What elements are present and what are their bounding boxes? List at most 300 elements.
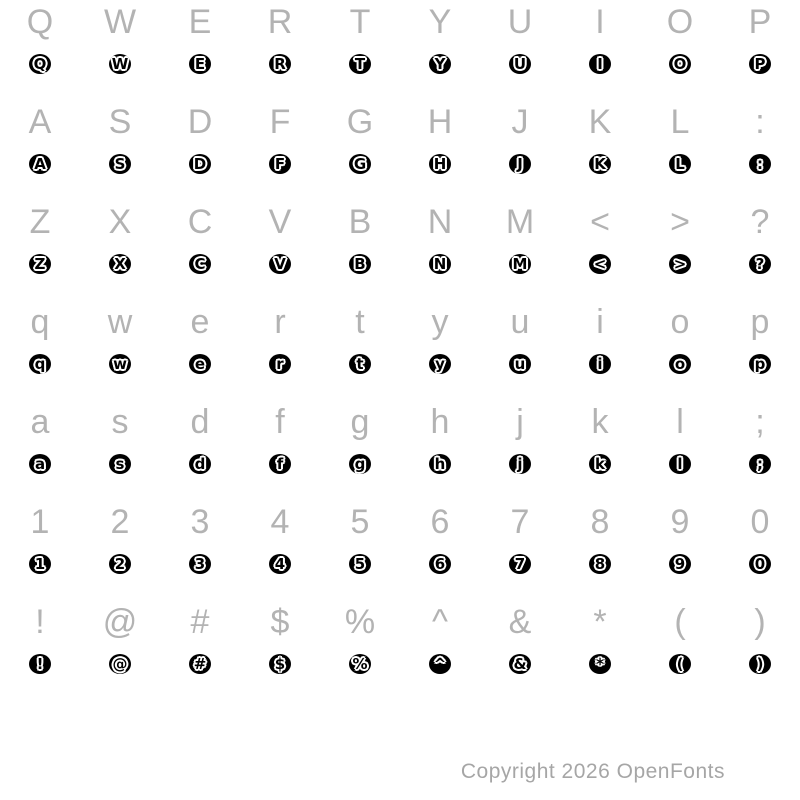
glyph-letter: B — [354, 255, 366, 273]
char-label-row — [0, 0, 800, 44]
glyph-ball-cell — [0, 154, 80, 174]
glyph-ball-cell — [480, 354, 560, 374]
glyph-letter: O — [673, 55, 687, 73]
char-label: u — [510, 303, 530, 341]
char-label-cell — [240, 100, 320, 144]
glyph-ball-cell — [480, 454, 560, 474]
char-label: & — [508, 603, 532, 641]
glyph-ball-row — [0, 544, 800, 600]
glyph-ball — [189, 354, 211, 374]
char-label: 3 — [190, 503, 210, 541]
char-label-cell — [320, 100, 400, 144]
glyph-ball — [749, 454, 771, 474]
char-label-cell — [320, 500, 400, 544]
glyph-ball — [749, 54, 771, 74]
char-label: K — [588, 103, 612, 141]
glyph-ball-cell — [320, 654, 400, 674]
glyph-ball — [349, 154, 371, 174]
glyph-ball-cell — [640, 654, 720, 674]
char-label-cell — [320, 300, 400, 344]
glyph-ball — [429, 554, 451, 574]
char-label-cell — [320, 600, 400, 644]
char-label: t — [355, 303, 365, 341]
glyph-ball-cell — [560, 554, 640, 574]
char-label: e — [190, 303, 210, 341]
glyph-letter: w — [113, 355, 127, 373]
char-label: J — [511, 103, 529, 141]
char-label-row — [0, 100, 800, 144]
char-label: T — [349, 3, 371, 41]
glyph-ball-row — [0, 244, 800, 300]
char-label: : — [755, 103, 765, 141]
glyph-letter: h — [434, 455, 446, 473]
glyph-ball — [589, 354, 611, 374]
glyph-ball — [589, 54, 611, 74]
glyph-ball-cell — [560, 354, 640, 374]
glyph-ball-cell — [0, 554, 80, 574]
glyph-ball-cell — [560, 654, 640, 674]
glyph-ball-cell — [160, 254, 240, 274]
glyph-ball-cell — [400, 654, 480, 674]
char-label-cell — [720, 600, 800, 644]
glyph-letter: 8 — [594, 555, 606, 573]
char-label-cell — [160, 300, 240, 344]
glyph-letter: @ — [112, 655, 128, 673]
char-label: f — [275, 403, 285, 441]
char-label-cell — [560, 200, 640, 244]
glyph-ball-cell — [320, 454, 400, 474]
copyright-text: Copyright 2026 OpenFonts — [460, 760, 725, 783]
glyph-letter: E — [194, 55, 206, 73]
char-label-cell — [80, 400, 160, 444]
glyph-ball — [29, 154, 51, 174]
glyph-row-group — [0, 200, 800, 300]
glyph-letter: < — [593, 255, 607, 273]
glyph-letter: f — [276, 455, 284, 473]
char-label: * — [593, 603, 607, 641]
glyph-ball — [749, 654, 771, 674]
char-label-cell — [560, 500, 640, 544]
glyph-ball — [749, 554, 771, 574]
glyph-ball-row — [0, 344, 800, 400]
glyph-ball — [429, 354, 451, 374]
glyph-letter: M — [512, 255, 528, 273]
glyph-letter: ^ — [433, 655, 447, 673]
char-label-cell — [640, 500, 720, 544]
char-label: I — [595, 3, 605, 41]
glyph-letter: l — [677, 455, 683, 473]
glyph-letter: $ — [274, 655, 286, 673]
glyph-ball — [109, 454, 131, 474]
glyph-ball-cell — [80, 654, 160, 674]
glyph-letter: J — [517, 155, 523, 173]
glyph-ball — [429, 254, 451, 274]
glyph-ball-cell — [320, 254, 400, 274]
glyph-ball-cell — [560, 154, 640, 174]
glyph-ball — [509, 654, 531, 674]
glyph-ball-cell — [720, 454, 800, 474]
char-label-cell — [80, 100, 160, 144]
glyph-letter: 2 — [114, 555, 126, 573]
char-label: M — [505, 203, 535, 241]
glyph-ball-cell — [720, 554, 800, 574]
char-label-cell — [560, 100, 640, 144]
glyph-ball-cell — [480, 554, 560, 574]
glyph-ball-cell — [480, 154, 560, 174]
glyph-ball — [349, 54, 371, 74]
char-label: % — [344, 603, 376, 641]
char-label: F — [269, 103, 291, 141]
char-label: y — [431, 303, 449, 341]
glyph-letter: ; — [757, 455, 763, 473]
glyph-ball — [349, 354, 371, 374]
char-label-cell — [640, 400, 720, 444]
glyph-letter: g — [354, 455, 366, 473]
char-label-cell — [400, 0, 480, 44]
glyph-ball-cell — [80, 254, 160, 274]
glyph-ball — [29, 454, 51, 474]
glyph-ball-cell — [240, 354, 320, 374]
char-label-cell — [160, 400, 240, 444]
char-label-cell — [320, 0, 400, 44]
glyph-ball — [349, 554, 371, 574]
glyph-letter: C — [194, 255, 206, 273]
glyph-row-group — [0, 500, 800, 600]
char-label-cell — [480, 0, 560, 44]
glyph-ball — [109, 54, 131, 74]
glyph-letter: H — [433, 155, 447, 173]
char-label: > — [670, 203, 690, 241]
glyph-ball — [29, 554, 51, 574]
char-label: 0 — [750, 503, 770, 541]
glyph-ball-cell — [400, 254, 480, 274]
char-label-cell — [720, 100, 800, 144]
char-label-row — [0, 300, 800, 344]
glyph-row-group — [0, 600, 800, 700]
glyph-letter: t — [356, 355, 364, 373]
char-label-cell — [640, 600, 720, 644]
char-label-row — [0, 600, 800, 644]
char-label: ! — [35, 603, 45, 641]
glyph-ball — [589, 154, 611, 174]
char-label: 8 — [590, 503, 610, 541]
char-label-cell — [80, 200, 160, 244]
glyph-letter: L — [675, 155, 685, 173]
glyph-ball-cell — [80, 454, 160, 474]
char-label: H — [427, 103, 453, 141]
char-label: 7 — [510, 503, 530, 541]
glyph-letter: 4 — [274, 555, 286, 573]
char-label-cell — [480, 400, 560, 444]
glyph-letter: d — [194, 455, 206, 473]
glyph-letter: : — [757, 155, 763, 173]
glyph-row-group — [0, 300, 800, 400]
glyph-ball-cell — [0, 654, 80, 674]
char-label-cell — [640, 0, 720, 44]
char-label-cell — [320, 200, 400, 244]
char-label: W — [103, 3, 137, 41]
char-label-cell — [320, 400, 400, 444]
char-label: a — [30, 403, 50, 441]
glyph-ball-cell — [320, 154, 400, 174]
char-label: L — [670, 103, 690, 141]
glyph-ball — [189, 54, 211, 74]
glyph-ball-cell — [80, 354, 160, 374]
char-label: k — [591, 403, 609, 441]
glyph-letter: W — [111, 55, 129, 73]
char-label: Z — [29, 203, 51, 241]
char-label-cell — [160, 0, 240, 44]
char-label: < — [590, 203, 610, 241]
char-label-cell — [240, 0, 320, 44]
glyph-ball-cell — [640, 454, 720, 474]
char-label-cell — [720, 400, 800, 444]
glyph-letter: V — [274, 255, 286, 273]
glyph-ball — [269, 54, 291, 74]
glyph-ball — [269, 554, 291, 574]
glyph-ball-cell — [560, 454, 640, 474]
char-label-cell — [240, 200, 320, 244]
char-label: 1 — [30, 503, 50, 541]
char-label: V — [268, 203, 292, 241]
char-label-cell — [480, 100, 560, 144]
glyph-ball — [509, 554, 531, 574]
glyph-ball-cell — [240, 154, 320, 174]
char-label-cell — [640, 300, 720, 344]
glyph-ball — [109, 254, 131, 274]
char-label: ^ — [432, 603, 448, 641]
glyph-letter: % — [352, 655, 368, 673]
char-label: @ — [102, 603, 138, 641]
glyph-ball-cell — [240, 54, 320, 74]
glyph-ball-cell — [160, 54, 240, 74]
glyph-letter: K — [594, 155, 606, 173]
char-label: ? — [750, 203, 770, 241]
char-label-row — [0, 400, 800, 444]
glyph-letter: Z — [34, 255, 46, 273]
char-label-cell — [480, 200, 560, 244]
glyph-ball-cell — [160, 654, 240, 674]
char-label: ) — [754, 603, 766, 641]
glyph-letter: R — [274, 55, 286, 73]
char-label: 5 — [350, 503, 370, 541]
char-label-cell — [400, 100, 480, 144]
char-label: U — [507, 3, 533, 41]
glyph-letter: u — [514, 355, 526, 373]
glyph-letter: A — [34, 155, 46, 173]
glyph-letter: k — [595, 455, 605, 473]
glyph-ball-row — [0, 444, 800, 500]
glyph-letter: * — [596, 655, 604, 673]
glyph-ball — [189, 154, 211, 174]
glyph-letter: e — [194, 355, 206, 373]
char-label-cell — [560, 400, 640, 444]
glyph-ball-cell — [0, 54, 80, 74]
char-label: R — [267, 3, 293, 41]
glyph-ball — [669, 154, 691, 174]
glyph-ball — [349, 654, 371, 674]
char-label: 9 — [670, 503, 690, 541]
glyph-ball — [509, 54, 531, 74]
glyph-ball-cell — [0, 454, 80, 474]
char-label: D — [187, 103, 213, 141]
char-label-cell — [0, 400, 80, 444]
char-label-cell — [160, 100, 240, 144]
glyph-letter: X — [114, 255, 126, 273]
glyph-ball-cell — [480, 654, 560, 674]
glyph-ball-row — [0, 644, 800, 700]
char-label: A — [28, 103, 52, 141]
glyph-ball — [669, 354, 691, 374]
glyph-ball-cell — [240, 254, 320, 274]
char-label-cell — [240, 300, 320, 344]
char-label-cell — [160, 500, 240, 544]
char-label-cell — [640, 100, 720, 144]
glyph-letter: 1 — [34, 555, 46, 573]
char-label: s — [111, 403, 129, 441]
char-label: 2 — [110, 503, 130, 541]
glyph-letter: 6 — [434, 555, 446, 573]
char-label-cell — [80, 600, 160, 644]
glyph-ball-cell — [720, 654, 800, 674]
glyph-ball-cell — [720, 354, 800, 374]
char-label: p — [750, 303, 770, 341]
char-label-cell — [720, 500, 800, 544]
glyph-ball-cell — [160, 154, 240, 174]
char-label-cell — [720, 0, 800, 44]
char-label-cell — [0, 300, 80, 344]
char-label-cell — [0, 600, 80, 644]
char-label-cell — [0, 500, 80, 544]
glyph-ball — [349, 254, 371, 274]
char-label: $ — [270, 603, 290, 641]
char-label: E — [188, 3, 212, 41]
glyph-letter: ) — [756, 655, 764, 673]
glyph-ball — [589, 554, 611, 574]
char-label: G — [346, 103, 374, 141]
char-label: P — [748, 3, 772, 41]
glyph-ball-cell — [640, 54, 720, 74]
char-label: w — [107, 303, 133, 341]
glyph-letter: r — [276, 355, 284, 373]
glyph-ball-cell — [640, 154, 720, 174]
glyph-ball — [429, 154, 451, 174]
glyph-ball — [589, 454, 611, 474]
glyph-ball-cell — [160, 554, 240, 574]
glyph-letter: a — [34, 455, 46, 473]
glyph-ball-row — [0, 144, 800, 200]
char-label: d — [190, 403, 210, 441]
char-label: i — [596, 303, 604, 341]
glyph-letter: S — [114, 155, 126, 173]
char-label-cell — [400, 600, 480, 644]
char-label-cell — [480, 300, 560, 344]
glyph-ball-cell — [720, 154, 800, 174]
glyph-letter: G — [353, 155, 367, 173]
glyph-ball — [109, 154, 131, 174]
glyph-ball-row — [0, 44, 800, 100]
char-label-cell — [80, 500, 160, 544]
glyph-letter: 0 — [754, 555, 766, 573]
glyph-letter: y — [435, 355, 445, 373]
char-label: B — [348, 203, 372, 241]
char-label-cell — [0, 200, 80, 244]
glyph-ball — [29, 254, 51, 274]
glyph-ball-cell — [240, 554, 320, 574]
glyph-ball — [269, 254, 291, 274]
char-label-cell — [80, 0, 160, 44]
glyph-ball — [29, 54, 51, 74]
glyph-ball — [509, 154, 531, 174]
glyph-letter: & — [513, 655, 527, 673]
char-label-cell — [0, 100, 80, 144]
glyph-ball-cell — [80, 154, 160, 174]
char-label-cell — [640, 200, 720, 244]
char-label: N — [427, 203, 453, 241]
char-label-cell — [240, 600, 320, 644]
glyph-ball — [189, 454, 211, 474]
glyph-ball — [669, 54, 691, 74]
glyph-ball-cell — [0, 254, 80, 274]
glyph-ball — [429, 54, 451, 74]
char-label: h — [430, 403, 450, 441]
glyph-ball — [269, 654, 291, 674]
glyph-ball — [669, 454, 691, 474]
glyph-letter: P — [754, 55, 766, 73]
glyph-ball-cell — [80, 554, 160, 574]
char-label-cell — [400, 200, 480, 244]
char-label: 4 — [270, 503, 290, 541]
glyph-ball — [349, 454, 371, 474]
glyph-ball — [29, 354, 51, 374]
glyph-ball-cell — [400, 354, 480, 374]
glyph-ball — [189, 654, 211, 674]
glyph-letter: I — [597, 55, 603, 73]
char-label-cell — [160, 200, 240, 244]
char-label: S — [108, 103, 132, 141]
glyph-letter: Y — [434, 55, 446, 73]
char-label-cell — [720, 200, 800, 244]
char-label-cell — [160, 600, 240, 644]
char-label: Y — [428, 3, 452, 41]
char-label: X — [108, 203, 132, 241]
char-label: g — [350, 403, 370, 441]
glyph-ball — [509, 454, 531, 474]
glyph-row-group — [0, 100, 800, 200]
glyph-ball-cell — [640, 254, 720, 274]
glyph-ball — [269, 154, 291, 174]
char-label: C — [187, 203, 213, 241]
char-label: ; — [755, 403, 765, 441]
char-label-cell — [80, 300, 160, 344]
glyph-ball-cell — [240, 454, 320, 474]
glyph-ball — [669, 254, 691, 274]
glyph-letter: D — [193, 155, 207, 173]
glyph-ball — [509, 254, 531, 274]
glyph-ball-cell — [480, 54, 560, 74]
glyph-ball — [509, 354, 531, 374]
glyph-ball-cell — [80, 54, 160, 74]
char-label: q — [30, 303, 50, 341]
char-label-cell — [240, 500, 320, 544]
glyph-letter: o — [674, 355, 686, 373]
char-label: # — [190, 603, 210, 641]
glyph-letter: 7 — [514, 555, 526, 573]
glyph-ball-cell — [320, 54, 400, 74]
glyph-ball-cell — [720, 254, 800, 274]
char-label-cell — [720, 300, 800, 344]
glyph-ball-cell — [560, 254, 640, 274]
